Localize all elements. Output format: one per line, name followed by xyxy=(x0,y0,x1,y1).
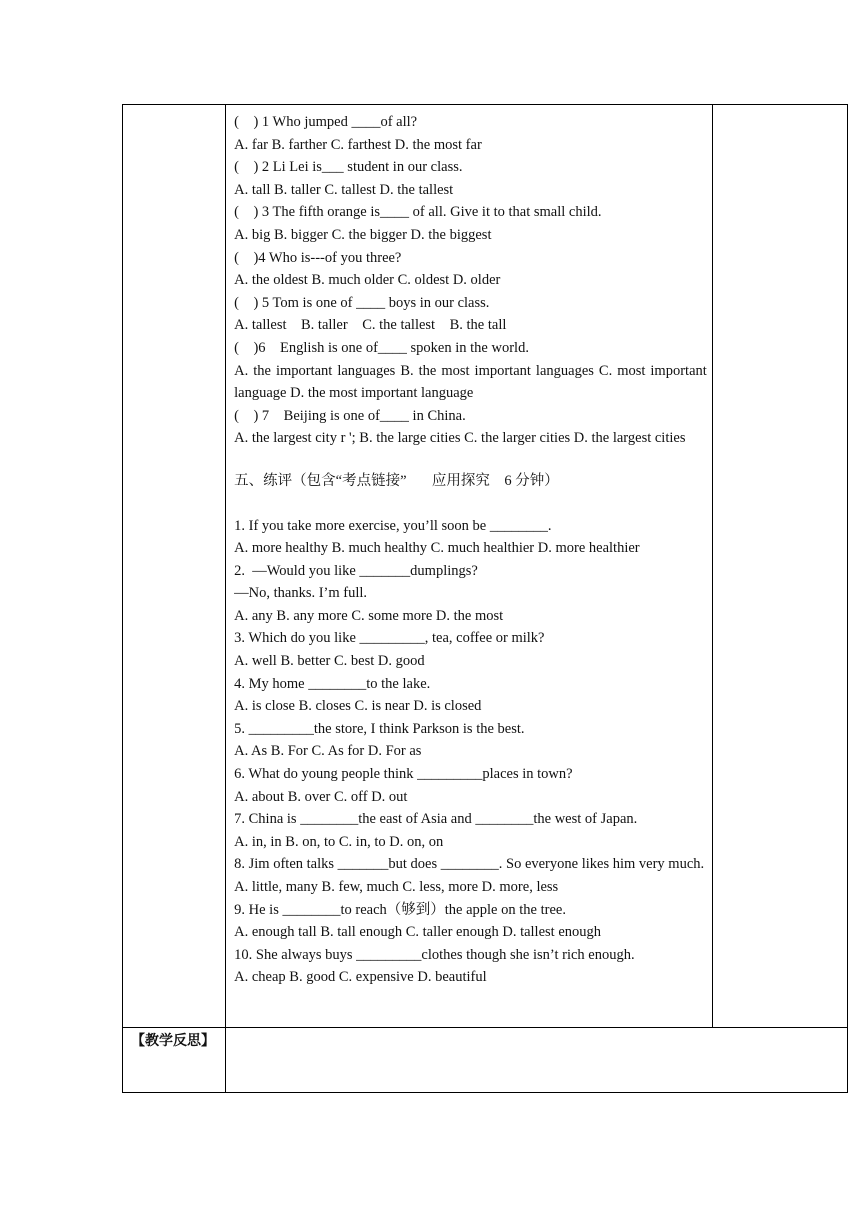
options-line: A. far B. farther C. farthest D. the most far xyxy=(234,136,482,153)
question-line: 5. _________the store, I think Parkson is the best. xyxy=(234,720,525,737)
question-line: 9. He is ________to reach（够到）the apple on the tree. xyxy=(234,901,566,918)
options-line: A. about B. over C. off D. out xyxy=(234,788,408,805)
question-line: 3. Which do you like _________, tea, coffee or milk? xyxy=(234,630,545,647)
options-line: A. is close B. closes C. is near D. is closed xyxy=(234,698,482,715)
options-line: A. As B. For C. As for D. For as xyxy=(234,743,422,760)
left-empty-cell xyxy=(123,105,226,1028)
question-line: ( ) 1 Who jumped ____of all? xyxy=(234,114,418,130)
reflection-row xyxy=(123,1028,848,1093)
reflection-label: 【教学反思】 xyxy=(123,1028,226,1093)
options-line: A. big B. bigger C. the bigger D. the biggest xyxy=(234,226,492,243)
reflection-content-cell xyxy=(226,1028,848,1093)
question-line: 8. Jim often talks _______but does ________. So everyone likes him very much. xyxy=(234,856,705,873)
options-line: A. tall B. taller C. tallest D. the tallest xyxy=(234,181,454,198)
options-line: A. the oldest B. much older C. oldest D. older xyxy=(234,272,501,289)
exercise-group-1 xyxy=(234,111,711,450)
options-line: A. in, in B. on, to C. in, to D. on, on xyxy=(234,833,444,850)
right-empty-cell xyxy=(712,105,847,1028)
options-line: A. the largest city r '; B. the large cities C. the larger cities D. the largest cities xyxy=(234,430,686,447)
options-line: A. more healthy B. much healthy C. much healthier D. more healthier xyxy=(234,540,640,557)
options-line: A. little, many B. few, much C. less, more D. more, less xyxy=(234,879,559,895)
options-line: A. the important languages B. the most important languages C. most important language D. the most important language xyxy=(234,362,711,402)
question-line: 4. My home ________to the lake. xyxy=(234,675,431,692)
options-line: A. well B. better C. best D. good xyxy=(234,653,425,670)
options-line: A. cheap B. good C. expensive D. beautiful xyxy=(234,969,487,986)
question-line: ( ) 5 Tom is one of ____ boys in our class. xyxy=(234,294,490,311)
question-line: ( )4 Who is---of you three? xyxy=(234,249,402,266)
question-line: 10. She always buys _________clothes though she isn’t rich enough. xyxy=(234,946,635,963)
exercise-row xyxy=(123,105,848,1028)
dialogue-line: —No, thanks. I’m full. xyxy=(234,585,368,602)
question-line: 6. What do young people think _________places in town? xyxy=(234,766,573,783)
exercise-group-2 xyxy=(234,515,707,989)
options-line: A. any B. any more C. some more D. the most xyxy=(234,607,504,624)
section-heading: 五、练评（包含“考点链接” 应用探究 6 分钟） xyxy=(234,472,559,489)
question-line: 2. —Would you like _______dumplings? xyxy=(234,562,478,579)
question-line: ( )6 English is one of____ spoken in the world. xyxy=(234,339,529,356)
question-line: ( ) 2 Li Lei is___ student in our class. xyxy=(234,159,463,176)
question-line: ( ) 7 Beijing is one of____ in China. xyxy=(234,407,466,424)
question-line: ( ) 3 The fifth orange is____ of all. Give it to that small child. xyxy=(234,204,602,221)
options-line: A. tallest B. taller C. the tallest B. the tall xyxy=(234,317,507,334)
exercise-content-cell xyxy=(226,105,713,1028)
options-line: A. enough tall B. tall enough C. taller enough D. tallest enough xyxy=(234,924,602,941)
question-line: 1. If you take more exercise, you’ll soon be ________. xyxy=(234,517,552,534)
lesson-plan-table xyxy=(122,104,848,1093)
question-line: 7. China is ________the east of Asia and ________the west of Japan. xyxy=(234,811,638,828)
